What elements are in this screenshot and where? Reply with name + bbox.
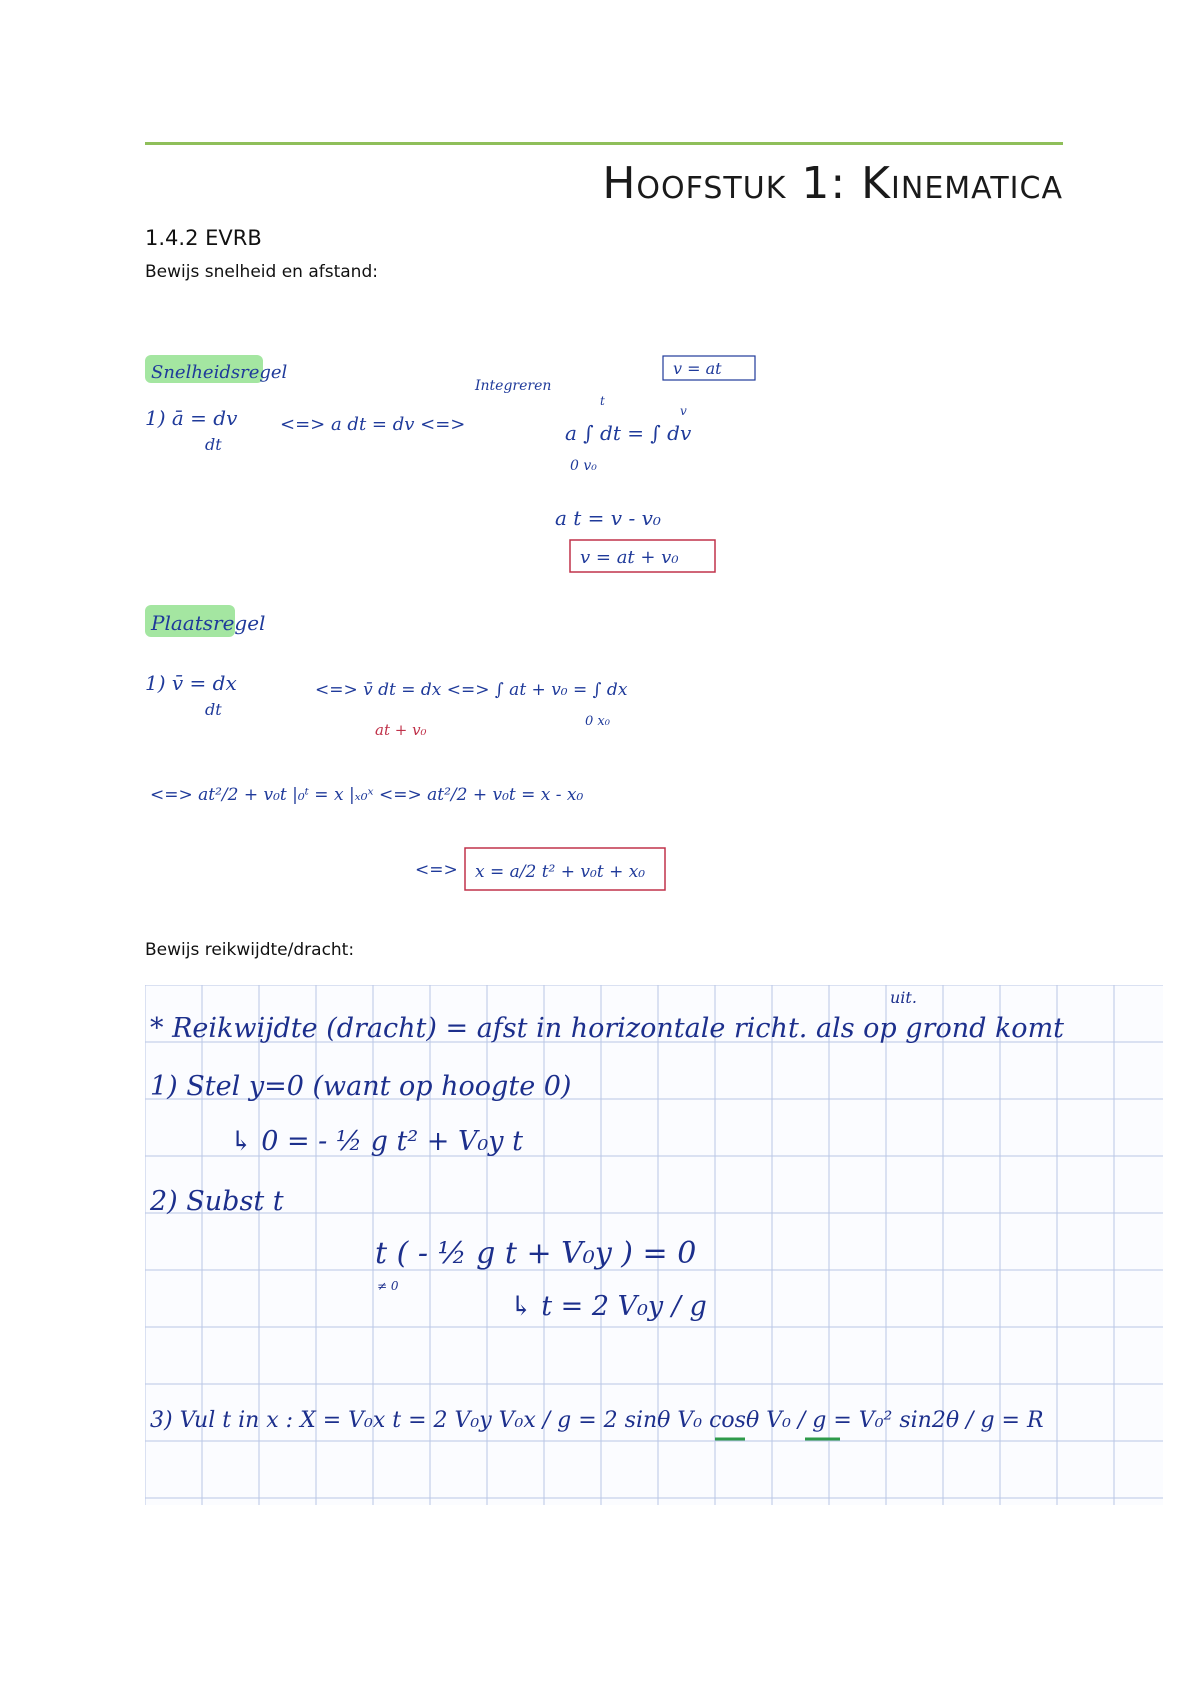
step1-stel-y: 1) Stel y=0 (want op hoogte 0) xyxy=(150,1071,572,1102)
line3-dt: dt xyxy=(205,700,222,719)
step3-range-formula: 3) Vul t in x : X = V₀x t = 2 V₀y V₀x / g = 2 sinθ V₀ cosθ V₀ / g = V₀² sin2θ / g = R xyxy=(150,1408,1044,1433)
step2-t-result: ↳ t = 2 V₀y / g xyxy=(510,1291,707,1322)
result-x-formula: x = a/2 t² + v₀t + x₀ xyxy=(475,862,646,882)
step2-factor: t ( - ½ g t + V₀y ) = 0 xyxy=(375,1236,697,1271)
v-upper-limit: v xyxy=(680,404,687,418)
substitution-at-v0: at + v₀ xyxy=(375,721,427,739)
line1-dt: dt xyxy=(205,435,222,454)
range-superscript: uit. xyxy=(890,988,917,1007)
line1-adt-dv: <=> a dt = dv <=> xyxy=(280,414,466,435)
integral-lower-limits: 0 v₀ xyxy=(570,458,597,474)
result-v-at-v0: v = at + v₀ xyxy=(580,547,679,568)
subheading-range: Bewijs reikwijdte/dracht: xyxy=(145,940,355,960)
page-title: HOOFSTUK 1: KINEMATICA xyxy=(602,158,1063,209)
header-rule xyxy=(145,142,1063,145)
line2-at: a t = v - v₀ xyxy=(555,506,661,530)
formula-v-at: v = at xyxy=(673,359,722,378)
integreren-label: Integreren xyxy=(475,378,552,394)
handwritten-note-range xyxy=(145,985,1163,1505)
step2-subst: 2) Subst t xyxy=(150,1186,284,1217)
label-plaatsregel: Plaatsregel xyxy=(151,611,266,635)
integral-adt-dv: a ∫ dt = ∫ dv xyxy=(565,421,692,445)
line3-v-dx: 1) v̄ = dx xyxy=(145,671,237,695)
line3-integral: <=> v̄ dt = dx <=> ∫ at + v₀ = ∫ dx xyxy=(315,680,628,700)
step2-nonzero: ≠ 0 xyxy=(377,1279,399,1293)
line1-a-dv: 1) ā = dv xyxy=(145,406,238,430)
step1-equation: ↳ 0 = - ½ g t² + V₀y t xyxy=(230,1126,523,1157)
range-definition: * Reikwijdte (dracht) = afst in horizontale richt. als op grond komt xyxy=(150,1013,1065,1044)
subheading-speed-distance: Bewijs snelheid en afstand: xyxy=(145,262,378,282)
arrow-final: <=> xyxy=(415,860,458,880)
t-upper-limit: t xyxy=(600,394,605,408)
label-snelheidsregel: Snelheidsregel xyxy=(151,362,288,383)
handwritten-note-speed-distance xyxy=(145,340,765,910)
section-heading: 1.4.2 EVRB xyxy=(145,226,262,250)
line3-limits: 0 x₀ xyxy=(585,714,610,729)
line4-evaluation: <=> at²/2 + v₀t |₀ᵗ = x |ₓ₀ˣ <=> at²/2 + v₀t = x - x₀ xyxy=(150,785,584,805)
